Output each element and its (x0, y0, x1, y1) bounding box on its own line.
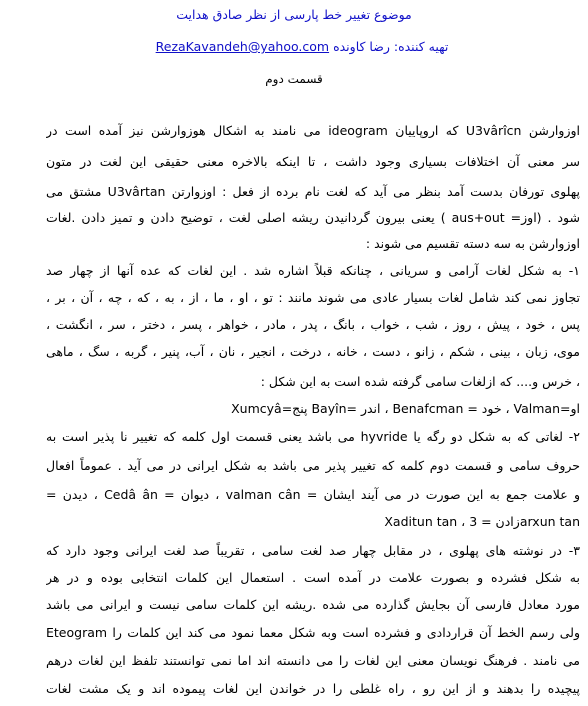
body-line: شود . (اوز= aus+out ) یعنی بیرون گردانیدن ریشه اصلی لغت ، توضیح دادن و تمیز دادن .لغات (46, 210, 580, 225)
body-line: ۳- در نوشته های پهلوی ، در مقابل چهار صد لغت سامی ، تقریباً صد لغت ایرانی وجود دارد که (46, 543, 580, 558)
body-line: ۱- به شکل لغات آرامی و سریانی ، چنانکه قبلاً اشاره شد . این لغات که عده آنها از چهار صد (46, 263, 580, 278)
body-line: می نامند . فرهنگ نویسان معنی این لغات را می دانسته اند اما نمی توانستند تلفظ این لغات درهم (46, 653, 580, 668)
author-line (0, 38, 588, 56)
document-title: موضوع تغییر خط پارسی از نظر صادق هدایت (176, 7, 412, 22)
body-line: مورد معادل فارسی آن بجایش گذارده می شده .ریشه این کلمات سامی نیست و ایرانی می باشد (46, 597, 580, 612)
body-line: پیچیده را بدهند و از این رو ، راه غلطی را در خواندن این لغات پیموده اند و یک مشت لغات (46, 681, 580, 696)
body-line: موی، زبان ، بینی ، شکم ، زانو ، دست ، خانه ، درخت ، انجیر ، نان ، آب، پنیر ، گربه ، سگ ، ماهی (46, 344, 580, 359)
author-email-link[interactable]: RezaKavandeh@yahoo.com (155, 39, 330, 54)
prepared-by-label: تهیه کننده: رضا کاونده (333, 39, 449, 54)
body-line: او=Valman ، خود = Benafcman ، اندر =Bayîn پنج=Xumcyâ (231, 401, 580, 416)
body-line: سر معنی آن اختلافات بسیاری وجود داشت ، تا اینکه بالاخره معنی حقیقی این لغت در متون (46, 154, 580, 169)
body-line: به شکل فشرده و بصورت علامت در آمده است . استعمال این کلمات انتخابی بوده و در هر (46, 570, 580, 585)
body-line: پس ، خود ، پیش ، روز ، شب ، خواب ، بانگ ، پدر ، مادر ، خواهر ، پسر ، دختر ، سر ، انگشت ، (46, 317, 580, 332)
body-line: اوزوارشن به سه دسته تقسیم می شوند : (365, 236, 580, 251)
part-heading: قسمت دوم (265, 72, 323, 86)
body-line: پهلوی تورفان بدست آمد بنظر می آید که لغت نام برده از فعل : اوزوارتن U3vârtan مشتق می (46, 184, 580, 199)
body-line: تجاوز نمی کند شامل لغات بسیار عادی می شوند مانند : تو ، او ، ما ، از ، به ، که ، چه ، آن ، بر ، (46, 290, 580, 305)
body-line: حروف سامی و قسمت دوم کلمه که تغییر پذیر می باشد به شکل ایرانی در می آید . عموماً افعال (46, 458, 580, 473)
body-line: ، خرس و.... که ازلغات سامی گرفته شده است به این شکل : (260, 374, 580, 389)
body-line: و علامت جمع به این صورت در می آیند ایشان = valman cân ، دیوان = Cedâ ân ، دیدن = (46, 487, 580, 502)
body-line: ۲- لغاتی که به شکل دو رگه یا hyvride می باشد یعنی قسمت اول کلمه که تغییر نا پذیر است به (46, 429, 580, 444)
body-line: Xaditun tan ، زادن = 3arxun tan (384, 514, 580, 529)
body-line: اوزوارشن U3vârîcn که اروپاییان ideogram می نامند به اشکال هوزوارشن نیز آمده است در (46, 123, 580, 138)
body-line: ولی رسم الخط آن قراردادی و فشرده است وبه شکل معما نمود می کند این کلمات را Eteogram (46, 625, 580, 640)
